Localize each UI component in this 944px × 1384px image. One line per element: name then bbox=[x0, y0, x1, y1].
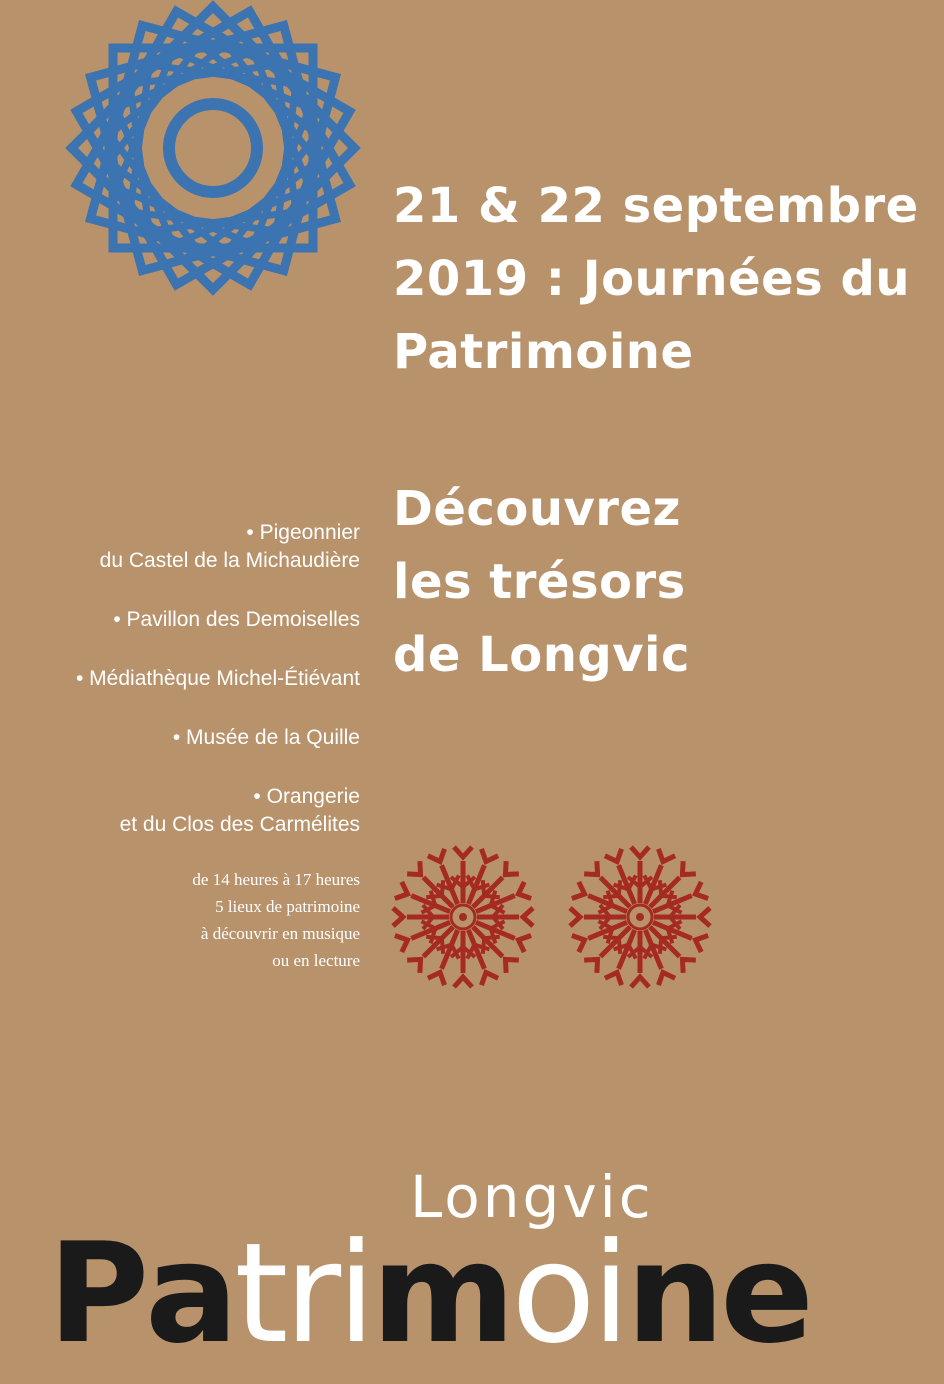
schedule-line: à découvrir en musique bbox=[200, 924, 360, 943]
place-label: • Orangerie bbox=[253, 785, 360, 808]
date-title-line: Patrimoine bbox=[393, 324, 694, 380]
place-item bbox=[0, 606, 360, 634]
red-rosette-icon bbox=[568, 845, 712, 989]
logo-letter: i bbox=[337, 1213, 372, 1374]
place-label: du Castel de la Michaudière bbox=[99, 549, 360, 572]
place-label: • Pigeonnier bbox=[246, 521, 360, 544]
place-label: • Musée de la Quille bbox=[172, 726, 360, 749]
logo-letter: n bbox=[626, 1213, 721, 1374]
logo-letter: a bbox=[145, 1213, 235, 1374]
place-item bbox=[0, 724, 360, 752]
discover-title-line: les trésors bbox=[393, 554, 686, 610]
logo-patrimoine bbox=[48, 1214, 810, 1374]
date-title-line: 2019 : Journées du bbox=[393, 251, 910, 307]
place-item bbox=[0, 665, 360, 693]
logo-letter: r bbox=[284, 1213, 338, 1374]
place-item bbox=[0, 783, 360, 839]
date-title bbox=[393, 170, 919, 389]
discover-title bbox=[393, 473, 690, 692]
red-rosette-icon bbox=[391, 845, 535, 989]
place-label: • Médiathèque Michel-Étiévant bbox=[75, 667, 360, 690]
place-item bbox=[0, 519, 360, 575]
logo-longvic: Longvic bbox=[410, 1163, 654, 1231]
discover-title-line: Découvrez bbox=[393, 481, 681, 537]
place-label: • Pavillon des Demoiselles bbox=[113, 608, 360, 631]
schedule-line: de 14 heures à 17 heures bbox=[192, 870, 360, 889]
place-label: et du Clos des Carmélites bbox=[119, 813, 360, 836]
schedule-info bbox=[60, 866, 360, 974]
schedule-line: 5 lieux de patrimoine bbox=[215, 897, 360, 916]
schedule-line: ou en lecture bbox=[272, 951, 360, 970]
logo-letter: o bbox=[511, 1213, 592, 1374]
logo-letter: e bbox=[720, 1213, 810, 1374]
logo-letter: t bbox=[234, 1213, 285, 1374]
places-list bbox=[0, 519, 360, 870]
logo-letter: i bbox=[591, 1213, 627, 1374]
blue-rosette-icon bbox=[60, 0, 366, 300]
logo-letter: m bbox=[371, 1213, 512, 1374]
logo-letter: P bbox=[48, 1213, 146, 1374]
date-title-line: 21 & 22 septembre bbox=[393, 178, 919, 234]
discover-title-line: de Longvic bbox=[393, 627, 690, 683]
